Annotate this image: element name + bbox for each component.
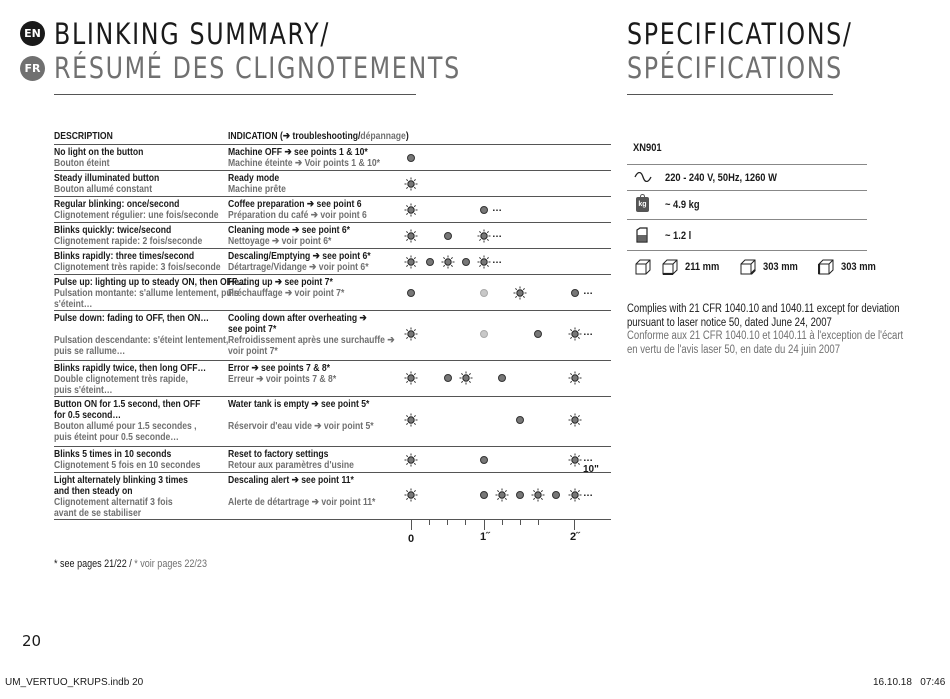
- spec-row-power: [627, 165, 867, 191]
- spec-row-capacity: [627, 220, 867, 251]
- indication-fr-continued: voir point 7*: [228, 345, 278, 357]
- power-value: 220 - 240 V, 50Hz, 1260 W: [665, 172, 777, 184]
- blinking-summary-table: [54, 130, 611, 550]
- blink-dot: [426, 258, 434, 266]
- print-slug-time: 07:46: [920, 677, 946, 688]
- description-en: Steady illuminated button: [54, 172, 160, 184]
- blink-dot: [462, 258, 470, 266]
- blink-dot: [571, 289, 579, 297]
- continue-ellipsis: …: [583, 488, 593, 499]
- indication-fr: Détartrage/Vidange ➔ voir point 6*: [228, 261, 369, 273]
- table-row: [54, 310, 611, 360]
- row-description: [54, 475, 188, 519]
- indication-header-fr: dépannage: [360, 130, 406, 142]
- description-fr-continued: s'éteint…: [54, 298, 93, 310]
- table-row: [54, 274, 611, 310]
- description-en-continued: for 0.5 second…: [54, 409, 121, 421]
- description-fr: Bouton allumé constant: [54, 183, 153, 195]
- timeline-major-tick: [411, 520, 412, 530]
- description-en-continued: and then steady on: [54, 485, 133, 497]
- row-description: [54, 363, 206, 396]
- page-number: 20: [22, 632, 42, 650]
- description-en: Blinks 5 times in 10 seconds: [54, 448, 172, 460]
- light-burst-icon: [404, 177, 418, 191]
- weight-icon: [636, 197, 649, 212]
- row-indication: [228, 399, 374, 432]
- spec-title-en: SPECIFICATIONS/: [627, 17, 853, 51]
- ten-seconds-label: … 10": [583, 453, 599, 475]
- description-fr: Clignotement rapide: 2 fois/seconde: [54, 235, 203, 247]
- description-fr: Clignotement très rapide: 3 fois/seconde: [54, 261, 221, 273]
- blink-dot: [444, 374, 452, 382]
- description-en: Button ON for 1.5 second, then OFF: [54, 398, 201, 410]
- description-en: Light alternately blinking 3 times: [54, 474, 188, 486]
- light-burst-icon: [568, 413, 582, 427]
- indication-header-suffix: ): [405, 130, 409, 142]
- timeline-minor-tick: [465, 520, 466, 525]
- indication-fr: Alerte de détartrage ➔ voir point 11*: [228, 496, 376, 508]
- spec-title-underline: [627, 94, 833, 95]
- light-burst-icon: [568, 488, 582, 502]
- height-box-icon: [818, 259, 834, 275]
- language-badge-en: EN: [20, 21, 45, 46]
- footnote: [54, 558, 207, 570]
- print-slug-timestamp: [873, 677, 945, 688]
- timeline-label-2: 2˝: [570, 531, 580, 543]
- compliance-en-line-2: pursuant to laser notice 50, dated June 24, 2007: [627, 316, 832, 329]
- description-fr-continued: puis s'éteint…: [54, 384, 113, 396]
- weight-value: ~ 4.9 kg: [665, 199, 700, 211]
- row-indication: [228, 475, 375, 508]
- indication-en: Machine OFF ➔ see points 1 & 10*: [228, 146, 368, 158]
- table-row: [54, 446, 611, 475]
- specifications-table: [627, 134, 876, 282]
- light-burst-icon: [531, 488, 545, 502]
- indication-fr: Réservoir d'eau vide ➔ voir point 5*: [228, 420, 374, 432]
- blink-dot-faint: [480, 289, 488, 297]
- description-fr: Bouton éteint: [54, 157, 110, 169]
- depth-value: 303 mm: [763, 261, 798, 273]
- indication-fr: Machine prête: [228, 183, 286, 195]
- row-indication: [228, 147, 380, 169]
- row-description: [54, 173, 159, 195]
- light-burst-icon: [568, 453, 582, 467]
- timeline-minor-tick: [520, 520, 521, 525]
- timeline-minor-tick: [538, 520, 539, 525]
- indication-en: Water tank is empty ➔ see point 5*: [228, 398, 370, 410]
- print-slug-date: 16.10.18: [873, 677, 912, 688]
- row-indication: [228, 313, 395, 357]
- indication-fr: Refroidissement après une surchauffe ➔: [228, 334, 395, 346]
- footnote-en: * see pages 21/22 /: [54, 558, 135, 570]
- blink-dot: [534, 330, 542, 338]
- row-indication: [228, 449, 354, 471]
- description-fr-continued: puis se rallume…: [54, 345, 126, 357]
- blink-dot: [516, 416, 524, 424]
- light-burst-icon: [513, 286, 527, 300]
- depth-box-icon: [740, 259, 756, 275]
- row-description: [54, 449, 200, 471]
- row-indication: [228, 173, 286, 195]
- description-fr: Clignotement régulier: une fois/seconde: [54, 209, 219, 221]
- description-en: Regular blinking: once/second: [54, 198, 180, 210]
- continue-ellipsis: …: [492, 229, 502, 240]
- blink-dot: [407, 289, 415, 297]
- continue-ellipsis: …: [583, 327, 593, 338]
- light-burst-icon: [477, 255, 491, 269]
- continue-ellipsis: …: [492, 203, 502, 214]
- print-slug-filename: UM_VERTUO_KRUPS.indb 20: [5, 677, 144, 688]
- row-description: [54, 277, 246, 310]
- light-burst-icon: [404, 453, 418, 467]
- light-burst-icon: [404, 327, 418, 341]
- description-en: Blinks rapidly: three times/second: [54, 250, 195, 262]
- timeline-minor-tick: [447, 520, 448, 525]
- indication-header-text: INDICATION (➔ troubleshooting/: [228, 130, 361, 142]
- timeline-minor-tick: [429, 520, 430, 525]
- compliance-fr-line-2: en vertu de l'avis laser 50, en date du 24 juin 2007: [627, 343, 841, 356]
- description-fr: Pulsation descendante: s'éteint lentement,: [54, 334, 229, 346]
- row-indication: [228, 199, 367, 221]
- indication-en: Coffee preparation ➔ see point 6: [228, 198, 362, 210]
- language-badge-fr: FR: [20, 56, 45, 81]
- indication-en: Reset to factory settings: [228, 448, 329, 460]
- row-description: [54, 251, 220, 273]
- compliance-en-line-1: Complies with 21 CFR 1040.10 and 1040.11 except for deviation: [627, 303, 900, 315]
- timeline-major-tick: [484, 520, 485, 530]
- indication-en: Cleaning mode ➔ see point 6*: [228, 224, 351, 236]
- blink-dot: [498, 374, 506, 382]
- indication-en: Heating up ➔ see point 7*: [228, 276, 333, 288]
- table-row: [54, 472, 611, 520]
- width-dimension-icon: [635, 259, 651, 275]
- blink-dot: [480, 206, 488, 214]
- indication-fr: Machine éteinte ➔ Voir points 1 & 10*: [228, 157, 381, 169]
- light-burst-icon: [404, 413, 418, 427]
- description-fr: Pulsation montante: s'allume lentement, puis: [54, 287, 239, 299]
- column-header-indication: [228, 131, 409, 142]
- capacity-value: ~ 1.2 l: [665, 230, 692, 242]
- description-en: Pulse up: lighting up to steady ON, then OFF…: [54, 276, 246, 288]
- page-title-fr: RÉSUMÉ DES CLIGNOTEMENTS: [54, 51, 461, 85]
- blink-dot: [480, 456, 488, 464]
- column-header-description: DESCRIPTION: [54, 130, 113, 142]
- indication-fr: Préchauffage ➔ voir point 7*: [228, 287, 345, 299]
- blink-dot: [444, 232, 452, 240]
- height-value: 303 mm: [841, 261, 876, 273]
- blink-dot: [552, 491, 560, 499]
- indication-fr: Préparation du café ➔ voir point 6: [228, 209, 367, 221]
- light-burst-icon: [568, 327, 582, 341]
- light-burst-icon: [404, 203, 418, 217]
- indication-fr: Erreur ➔ voir points 7 & 8*: [228, 373, 337, 385]
- description-fr: Double clignotement très rapide,: [54, 373, 188, 385]
- indication-fr: Nettoyage ➔ voir point 6*: [228, 235, 332, 247]
- light-burst-icon: [477, 229, 491, 243]
- page-title-en: BLINKING SUMMARY/: [54, 17, 330, 51]
- light-burst-icon: [404, 371, 418, 385]
- light-burst-icon: [441, 255, 455, 269]
- timeline-axis: [54, 520, 611, 550]
- description-fr: Bouton allumé pour 1.5 secondes ,: [54, 420, 197, 432]
- light-burst-icon: [459, 371, 473, 385]
- description-fr: Clignotement alternatif 3 fois: [54, 496, 173, 508]
- alternating-current-icon: [634, 172, 652, 182]
- table-header: [54, 130, 611, 144]
- table-row: [54, 144, 611, 170]
- description-fr-continued: puis éteint pour 0.5 seconde…: [54, 431, 179, 443]
- row-indication: [228, 277, 344, 299]
- description-en: No light on the button: [54, 146, 144, 158]
- table-row: [54, 360, 611, 396]
- indication-fr: Retour aux paramètres d'usine: [228, 459, 354, 471]
- light-burst-icon: [404, 255, 418, 269]
- timeline-minor-tick: [502, 520, 503, 525]
- table-row: [54, 222, 611, 248]
- blink-dot: [480, 491, 488, 499]
- indication-en: Error ➔ see points 7 & 8*: [228, 362, 330, 374]
- light-burst-icon: [404, 488, 418, 502]
- description-en: Blinks rapidly twice, then long OFF…: [54, 362, 207, 374]
- indication-en: Descaling/Emptying ➔ see point 6*: [228, 250, 371, 262]
- continue-ellipsis: …: [492, 255, 502, 266]
- row-indication: [228, 251, 371, 273]
- footnote-fr: * voir pages 22/23: [134, 558, 207, 570]
- row-description: [54, 199, 219, 221]
- model-number: XN901: [633, 142, 662, 154]
- water-tank-icon: [636, 227, 648, 243]
- row-indication: [228, 363, 336, 385]
- row-description: [54, 399, 200, 443]
- light-burst-icon: [495, 488, 509, 502]
- description-en: Blinks quickly: twice/second: [54, 224, 172, 236]
- indication-en: Descaling alert ➔ see point 11*: [228, 474, 354, 486]
- table-row: [54, 396, 611, 446]
- timeline-label-1: 1˝: [480, 531, 490, 543]
- compliance-notice: [627, 303, 927, 357]
- indication-en: Cooling down after overheating ➔: [228, 312, 367, 324]
- description-fr-continued: avant de se stabiliser: [54, 507, 142, 519]
- row-indication: [228, 225, 350, 247]
- weight-icon-label: kg: [638, 201, 647, 208]
- blink-dot-faint: [480, 330, 488, 338]
- weight-icon-handle: [640, 194, 645, 198]
- light-burst-icon: [404, 229, 418, 243]
- title-underline: [54, 94, 416, 95]
- blink-dot: [407, 154, 415, 162]
- row-description: [54, 147, 143, 169]
- width-value: 211 mm: [685, 261, 720, 273]
- table-row: [54, 196, 611, 222]
- spec-row-model: [627, 134, 867, 165]
- spec-row-dimensions: [627, 251, 876, 282]
- table-row: [54, 248, 611, 274]
- width-box-icon: [662, 259, 678, 275]
- description-en: Pulse down: fading to OFF, then ON…: [54, 312, 209, 324]
- spec-title-fr: SPÉCIFICATIONS: [627, 51, 843, 85]
- row-description: [54, 313, 228, 357]
- description-fr: Clignotement 5 fois en 10 secondes: [54, 459, 201, 471]
- row-description: [54, 225, 202, 247]
- indication-en-continued: see point 7*: [228, 323, 277, 335]
- table-row: [54, 170, 611, 196]
- timeline-label-0: 0: [408, 533, 415, 545]
- spec-row-weight: [627, 191, 867, 220]
- timeline-major-tick: [574, 520, 575, 530]
- compliance-fr-line-1: Conforme aux 21 CFR 1040.10 et 1040.11 à l'exception de l'écart: [627, 330, 904, 342]
- continue-ellipsis: …: [583, 286, 593, 297]
- indication-en: Ready mode: [228, 172, 280, 184]
- blink-dot: [516, 491, 524, 499]
- light-burst-icon: [568, 371, 582, 385]
